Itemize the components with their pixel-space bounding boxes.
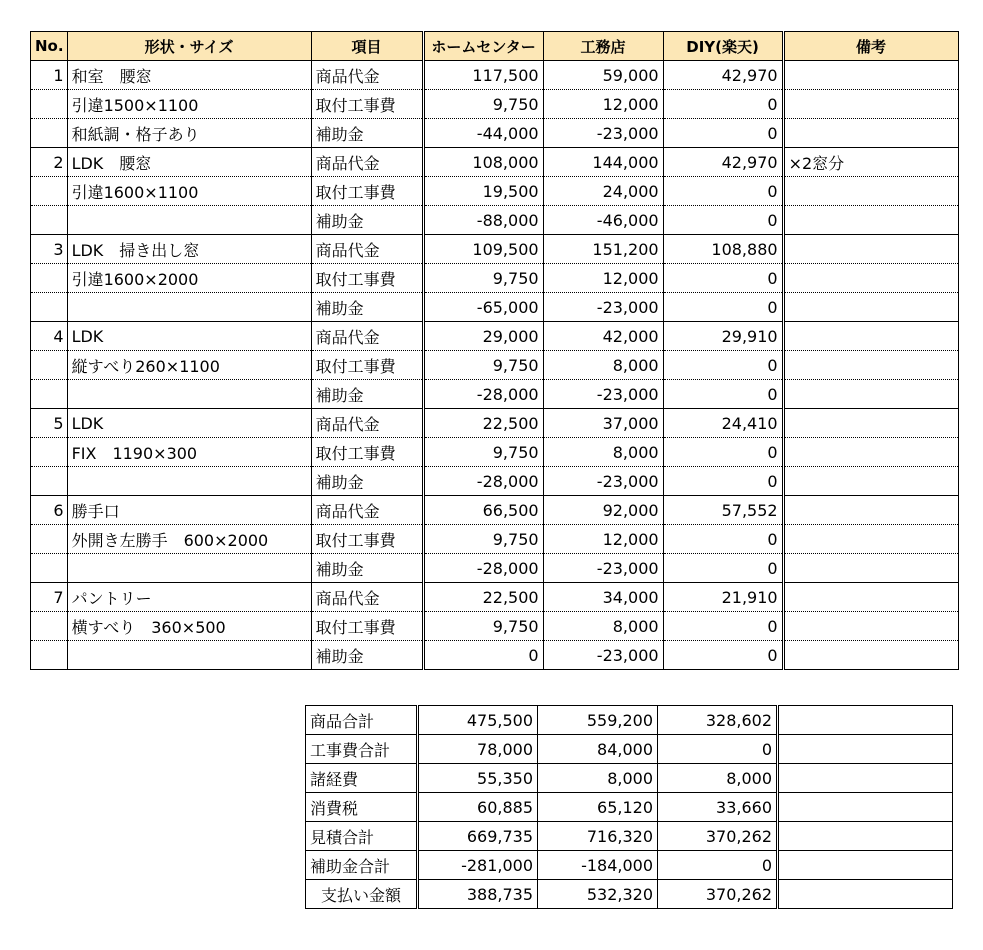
- cell-item: 取付工事費: [311, 264, 423, 293]
- cell-note: [783, 525, 958, 554]
- summary-row: [306, 851, 953, 880]
- cell-no: 4: [31, 322, 68, 351]
- table-row: [31, 322, 959, 351]
- table-row: [31, 119, 959, 148]
- cell-shape: [67, 206, 311, 235]
- table-row: [31, 554, 959, 583]
- cell-shape: [67, 380, 311, 409]
- table-row: [31, 90, 959, 119]
- cell-item: 商品代金: [311, 148, 423, 177]
- summary-koumuten: 84,000: [538, 735, 658, 764]
- cell-item: 補助金: [311, 467, 423, 496]
- cell-shape: LDK: [67, 409, 311, 438]
- cell-no: 7: [31, 583, 68, 612]
- cell-koumuten: 37,000: [543, 409, 663, 438]
- table-row: [31, 496, 959, 525]
- header-item: 項目: [311, 32, 423, 61]
- table-row: [31, 206, 959, 235]
- cell-note: [783, 583, 958, 612]
- cell-diy: 0: [663, 467, 783, 496]
- cell-diy: 24,410: [663, 409, 783, 438]
- cell-koumuten: -23,000: [543, 467, 663, 496]
- cell-note: [783, 293, 958, 322]
- cell-koumuten: -23,000: [543, 119, 663, 148]
- summary-row: [306, 793, 953, 822]
- header-row: [31, 32, 959, 61]
- cell-koumuten: -23,000: [543, 293, 663, 322]
- cell-shape: LDK 腰窓: [67, 148, 311, 177]
- cell-note: [783, 380, 958, 409]
- summary-label: 支払い金額: [306, 880, 418, 909]
- cell-koumuten: -23,000: [543, 641, 663, 670]
- cell-diy: 108,880: [663, 235, 783, 264]
- cell-note: [783, 641, 958, 670]
- cell-shape: 引違1600×1100: [67, 177, 311, 206]
- cell-home-center: -88,000: [423, 206, 543, 235]
- cell-shape: 勝手口: [67, 496, 311, 525]
- cell-shape: [67, 554, 311, 583]
- summary-diy: 8,000: [658, 764, 778, 793]
- summary-label: 商品合計: [306, 706, 418, 735]
- cell-koumuten: 92,000: [543, 496, 663, 525]
- cell-shape: LDK: [67, 322, 311, 351]
- summary-koumuten: 559,200: [538, 706, 658, 735]
- cell-diy: 0: [663, 438, 783, 467]
- cell-item: 補助金: [311, 554, 423, 583]
- cell-home-center: 109,500: [423, 235, 543, 264]
- cell-no: 2: [31, 148, 68, 177]
- cell-note: [783, 235, 958, 264]
- summary-row: [306, 764, 953, 793]
- cell-item: 取付工事費: [311, 438, 423, 467]
- table-row: [31, 293, 959, 322]
- cell-koumuten: 42,000: [543, 322, 663, 351]
- cell-shape: 引違1500×1100: [67, 90, 311, 119]
- table-row: [31, 525, 959, 554]
- cell-no: [31, 438, 68, 467]
- header-note: 備考: [783, 32, 958, 61]
- cell-shape: 縦すべり260×1100: [67, 351, 311, 380]
- cell-item: 補助金: [311, 206, 423, 235]
- summary-home-center: 78,000: [418, 735, 538, 764]
- cell-no: 5: [31, 409, 68, 438]
- cell-home-center: 117,500: [423, 61, 543, 90]
- summary-home-center: 55,350: [418, 764, 538, 793]
- cell-item: 取付工事費: [311, 177, 423, 206]
- cell-item: 補助金: [311, 119, 423, 148]
- table-row: [31, 438, 959, 467]
- cell-no: [31, 293, 68, 322]
- cell-note: [783, 61, 958, 90]
- cell-note: [783, 438, 958, 467]
- summary-row: [306, 822, 953, 851]
- cell-note: [783, 409, 958, 438]
- cell-diy: 0: [663, 119, 783, 148]
- summary-koumuten: -184,000: [538, 851, 658, 880]
- summary-note: [778, 706, 953, 735]
- cell-home-center: 9,750: [423, 525, 543, 554]
- cell-note: [783, 119, 958, 148]
- cell-item: 取付工事費: [311, 90, 423, 119]
- summary-note: [778, 851, 953, 880]
- summary-koumuten: 716,320: [538, 822, 658, 851]
- cell-no: [31, 351, 68, 380]
- cell-item: 商品代金: [311, 496, 423, 525]
- cell-diy: 0: [663, 206, 783, 235]
- table-row: [31, 177, 959, 206]
- cell-home-center: 66,500: [423, 496, 543, 525]
- cell-no: [31, 177, 68, 206]
- cell-home-center: -65,000: [423, 293, 543, 322]
- cell-no: [31, 467, 68, 496]
- cell-home-center: -28,000: [423, 554, 543, 583]
- summary-row: [306, 880, 953, 909]
- summary-home-center: -281,000: [418, 851, 538, 880]
- cell-diy: 42,970: [663, 61, 783, 90]
- cell-shape: 和紙調・格子あり: [67, 119, 311, 148]
- cell-shape: パントリー: [67, 583, 311, 612]
- cell-diy: 0: [663, 264, 783, 293]
- cell-shape: 横すべり 360×500: [67, 612, 311, 641]
- summary-note: [778, 822, 953, 851]
- cell-item: 取付工事費: [311, 351, 423, 380]
- summary-label: 消費税: [306, 793, 418, 822]
- cell-home-center: -44,000: [423, 119, 543, 148]
- cell-diy: 0: [663, 90, 783, 119]
- cell-no: [31, 525, 68, 554]
- cell-shape: [67, 293, 311, 322]
- cell-note: [783, 177, 958, 206]
- summary-diy: 370,262: [658, 822, 778, 851]
- summary-koumuten: 532,320: [538, 880, 658, 909]
- header-home-center: ホームセンター: [423, 32, 543, 61]
- header-diy: DIY(楽天): [663, 32, 783, 61]
- table-row: [31, 583, 959, 612]
- cell-shape: 引違1600×2000: [67, 264, 311, 293]
- summary-diy: 0: [658, 735, 778, 764]
- summary-note: [778, 735, 953, 764]
- cell-koumuten: 8,000: [543, 612, 663, 641]
- cell-diy: 0: [663, 351, 783, 380]
- cell-item: 補助金: [311, 293, 423, 322]
- cell-item: 商品代金: [311, 583, 423, 612]
- cell-diy: 57,552: [663, 496, 783, 525]
- cell-koumuten: -23,000: [543, 554, 663, 583]
- cell-note: [783, 612, 958, 641]
- cell-no: [31, 612, 68, 641]
- cell-item: 補助金: [311, 380, 423, 409]
- cell-shape: LDK 掃き出し窓: [67, 235, 311, 264]
- table-row: [31, 264, 959, 293]
- cell-koumuten: 151,200: [543, 235, 663, 264]
- summary-row: [306, 735, 953, 764]
- cell-no: [31, 206, 68, 235]
- cell-home-center: -28,000: [423, 380, 543, 409]
- cell-koumuten: 8,000: [543, 351, 663, 380]
- summary-home-center: 388,735: [418, 880, 538, 909]
- summary-note: [778, 880, 953, 909]
- cell-item: 取付工事費: [311, 525, 423, 554]
- cell-diy: 0: [663, 554, 783, 583]
- cell-no: [31, 641, 68, 670]
- summary-home-center: 475,500: [418, 706, 538, 735]
- summary-home-center: 669,735: [418, 822, 538, 851]
- cell-home-center: 22,500: [423, 409, 543, 438]
- cell-koumuten: 24,000: [543, 177, 663, 206]
- cell-diy: 21,910: [663, 583, 783, 612]
- table-row: [31, 61, 959, 90]
- cell-koumuten: 12,000: [543, 90, 663, 119]
- cell-home-center: 9,750: [423, 612, 543, 641]
- cell-home-center: 29,000: [423, 322, 543, 351]
- cell-note: [783, 496, 958, 525]
- cell-koumuten: -46,000: [543, 206, 663, 235]
- cell-diy: 0: [663, 293, 783, 322]
- cell-diy: 0: [663, 380, 783, 409]
- cell-no: [31, 119, 68, 148]
- cell-shape: 外開き左勝手 600×2000: [67, 525, 311, 554]
- cell-diy: 0: [663, 641, 783, 670]
- summary-diy: 33,660: [658, 793, 778, 822]
- cell-home-center: 22,500: [423, 583, 543, 612]
- cell-no: [31, 554, 68, 583]
- cell-no: 6: [31, 496, 68, 525]
- cell-no: [31, 90, 68, 119]
- cell-shape: 和室 腰窓: [67, 61, 311, 90]
- cell-koumuten: 34,000: [543, 583, 663, 612]
- table-row: [31, 148, 959, 177]
- cell-home-center: 9,750: [423, 351, 543, 380]
- cell-koumuten: 8,000: [543, 438, 663, 467]
- cell-item: 商品代金: [311, 409, 423, 438]
- cell-note: [783, 264, 958, 293]
- cell-koumuten: -23,000: [543, 380, 663, 409]
- table-row: [31, 641, 959, 670]
- cell-home-center: -28,000: [423, 467, 543, 496]
- cell-note: [783, 90, 958, 119]
- summary-koumuten: 65,120: [538, 793, 658, 822]
- table-row: [31, 409, 959, 438]
- summary-label: 工事費合計: [306, 735, 418, 764]
- cell-diy: 0: [663, 525, 783, 554]
- summary-diy: 328,602: [658, 706, 778, 735]
- summary-label: 見積合計: [306, 822, 418, 851]
- header-shape: 形状・サイズ: [67, 32, 311, 61]
- cell-koumuten: 59,000: [543, 61, 663, 90]
- summary-label: 諸経費: [306, 764, 418, 793]
- cell-home-center: 9,750: [423, 438, 543, 467]
- cell-no: [31, 264, 68, 293]
- table-row: [31, 467, 959, 496]
- estimate-table: [30, 31, 959, 670]
- table-row: [31, 351, 959, 380]
- summary-label: 補助金合計: [306, 851, 418, 880]
- cell-diy: 0: [663, 612, 783, 641]
- cell-note: [783, 206, 958, 235]
- cell-shape: [67, 467, 311, 496]
- cell-koumuten: 144,000: [543, 148, 663, 177]
- cell-no: 1: [31, 61, 68, 90]
- summary-note: [778, 764, 953, 793]
- cell-note: [783, 351, 958, 380]
- cell-item: 取付工事費: [311, 612, 423, 641]
- summary-diy: 370,262: [658, 880, 778, 909]
- table-row: [31, 612, 959, 641]
- cell-item: 補助金: [311, 641, 423, 670]
- summary-row: [306, 706, 953, 735]
- cell-shape: FIX 1190×300: [67, 438, 311, 467]
- cell-no: 3: [31, 235, 68, 264]
- summary-table: [305, 705, 953, 909]
- cell-home-center: 108,000: [423, 148, 543, 177]
- cell-shape: [67, 641, 311, 670]
- summary-home-center: 60,885: [418, 793, 538, 822]
- cell-diy: 42,970: [663, 148, 783, 177]
- summary-note: [778, 793, 953, 822]
- cell-koumuten: 12,000: [543, 264, 663, 293]
- cell-home-center: 19,500: [423, 177, 543, 206]
- cell-diy: 0: [663, 177, 783, 206]
- cell-home-center: 0: [423, 641, 543, 670]
- cell-home-center: 9,750: [423, 264, 543, 293]
- summary-koumuten: 8,000: [538, 764, 658, 793]
- table-row: [31, 380, 959, 409]
- cell-item: 商品代金: [311, 61, 423, 90]
- cell-note: [783, 322, 958, 351]
- summary-diy: 0: [658, 851, 778, 880]
- cell-home-center: 9,750: [423, 90, 543, 119]
- table-row: [31, 235, 959, 264]
- cell-note: [783, 554, 958, 583]
- cell-koumuten: 12,000: [543, 525, 663, 554]
- header-no: No.: [31, 32, 68, 61]
- cell-note: ×2窓分: [783, 148, 958, 177]
- cell-no: [31, 380, 68, 409]
- cell-diy: 29,910: [663, 322, 783, 351]
- header-koumuten: 工務店: [543, 32, 663, 61]
- cell-item: 商品代金: [311, 322, 423, 351]
- cell-item: 商品代金: [311, 235, 423, 264]
- cell-note: [783, 467, 958, 496]
